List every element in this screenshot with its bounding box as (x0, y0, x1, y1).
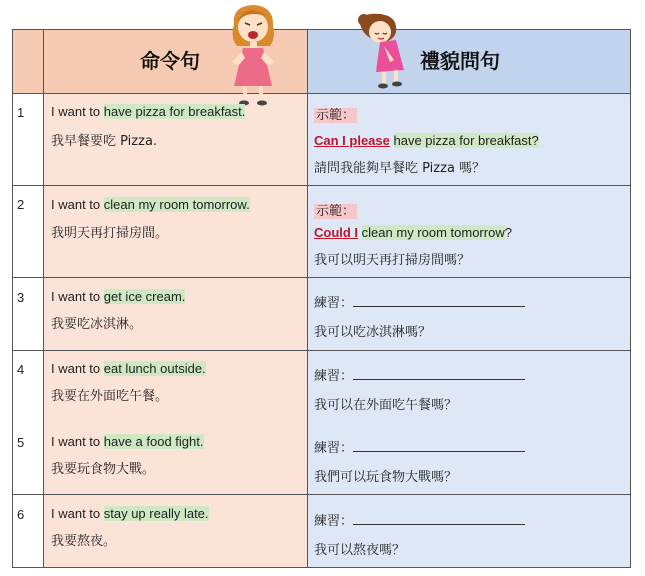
row-number: 3 (17, 290, 25, 305)
polite-header: 禮貌問句 (420, 49, 500, 73)
table-border (12, 567, 631, 568)
command-chinese: 我要熬夜。 (51, 534, 117, 549)
table-border (12, 277, 631, 278)
command-english: I want to eat lunch outside. (51, 361, 206, 376)
table-border (43, 29, 44, 568)
table-border (12, 29, 13, 568)
command-chinese: 我明天再打掃房間。 (51, 226, 169, 241)
table-border (12, 93, 631, 94)
table-border (630, 29, 631, 568)
command-chinese: 我要吃冰淇淋。 (51, 317, 143, 332)
example-label: 示範： (316, 204, 356, 219)
command-english: I want to have a food fight. (51, 434, 204, 449)
table-border (307, 29, 308, 568)
row-number: 1 (17, 105, 25, 120)
row-number: 5 (17, 435, 25, 450)
polite-chinese: 我可以明天再打掃房間嗎？ (314, 253, 471, 268)
model-answer: Could I clean my room tomorrow? (314, 225, 512, 240)
answer-blank[interactable] (353, 367, 525, 380)
command-chinese: 我要在外面吃午餐。 (51, 389, 169, 404)
command-english: I want to stay up really late. (51, 506, 209, 521)
example-label: 示範： (316, 108, 356, 123)
table-border (12, 29, 631, 30)
command-english: I want to get ice cream. (51, 289, 186, 304)
table-border (12, 185, 631, 186)
polite-chinese: 我們可以玩食物大戰嗎？ (314, 470, 458, 485)
answer-blank[interactable] (353, 439, 525, 452)
table-border (12, 494, 631, 495)
polite-chinese: 我可以在外面吃午餐嗎？ (314, 398, 458, 413)
command-header: 命令句 (140, 49, 200, 73)
row-number: 4 (17, 362, 25, 377)
command-chinese: 我要玩食物大戰。 (51, 462, 156, 477)
practice-line: 練習： (314, 510, 525, 529)
polite-chinese: 請問我能夠早餐吃 Pizza 嗎？ (314, 161, 486, 176)
answer-blank[interactable] (353, 294, 525, 307)
polite-chinese: 我可以熬夜嗎？ (314, 543, 406, 558)
command-english: I want to clean my room tomorrow. (51, 197, 250, 212)
table-border (12, 350, 631, 351)
practice-line: 練習： (314, 437, 525, 456)
practice-line: 練習： (314, 292, 525, 311)
row-number: 6 (17, 507, 25, 522)
bowing-girl-icon (354, 10, 414, 90)
command-english: I want to have pizza for breakfast. (51, 104, 246, 119)
header-number-cell (12, 29, 43, 93)
row-number: 2 (17, 197, 25, 212)
angry-girl-icon (220, 2, 290, 106)
model-answer: Can I please have pizza for breakfast? (314, 133, 539, 148)
polite-chinese: 我可以吃冰淇淋嗎？ (314, 325, 432, 340)
practice-line: 練習： (314, 365, 525, 384)
answer-blank[interactable] (353, 512, 525, 525)
command-chinese: 我早餐要吃 Pizza. (51, 134, 158, 149)
